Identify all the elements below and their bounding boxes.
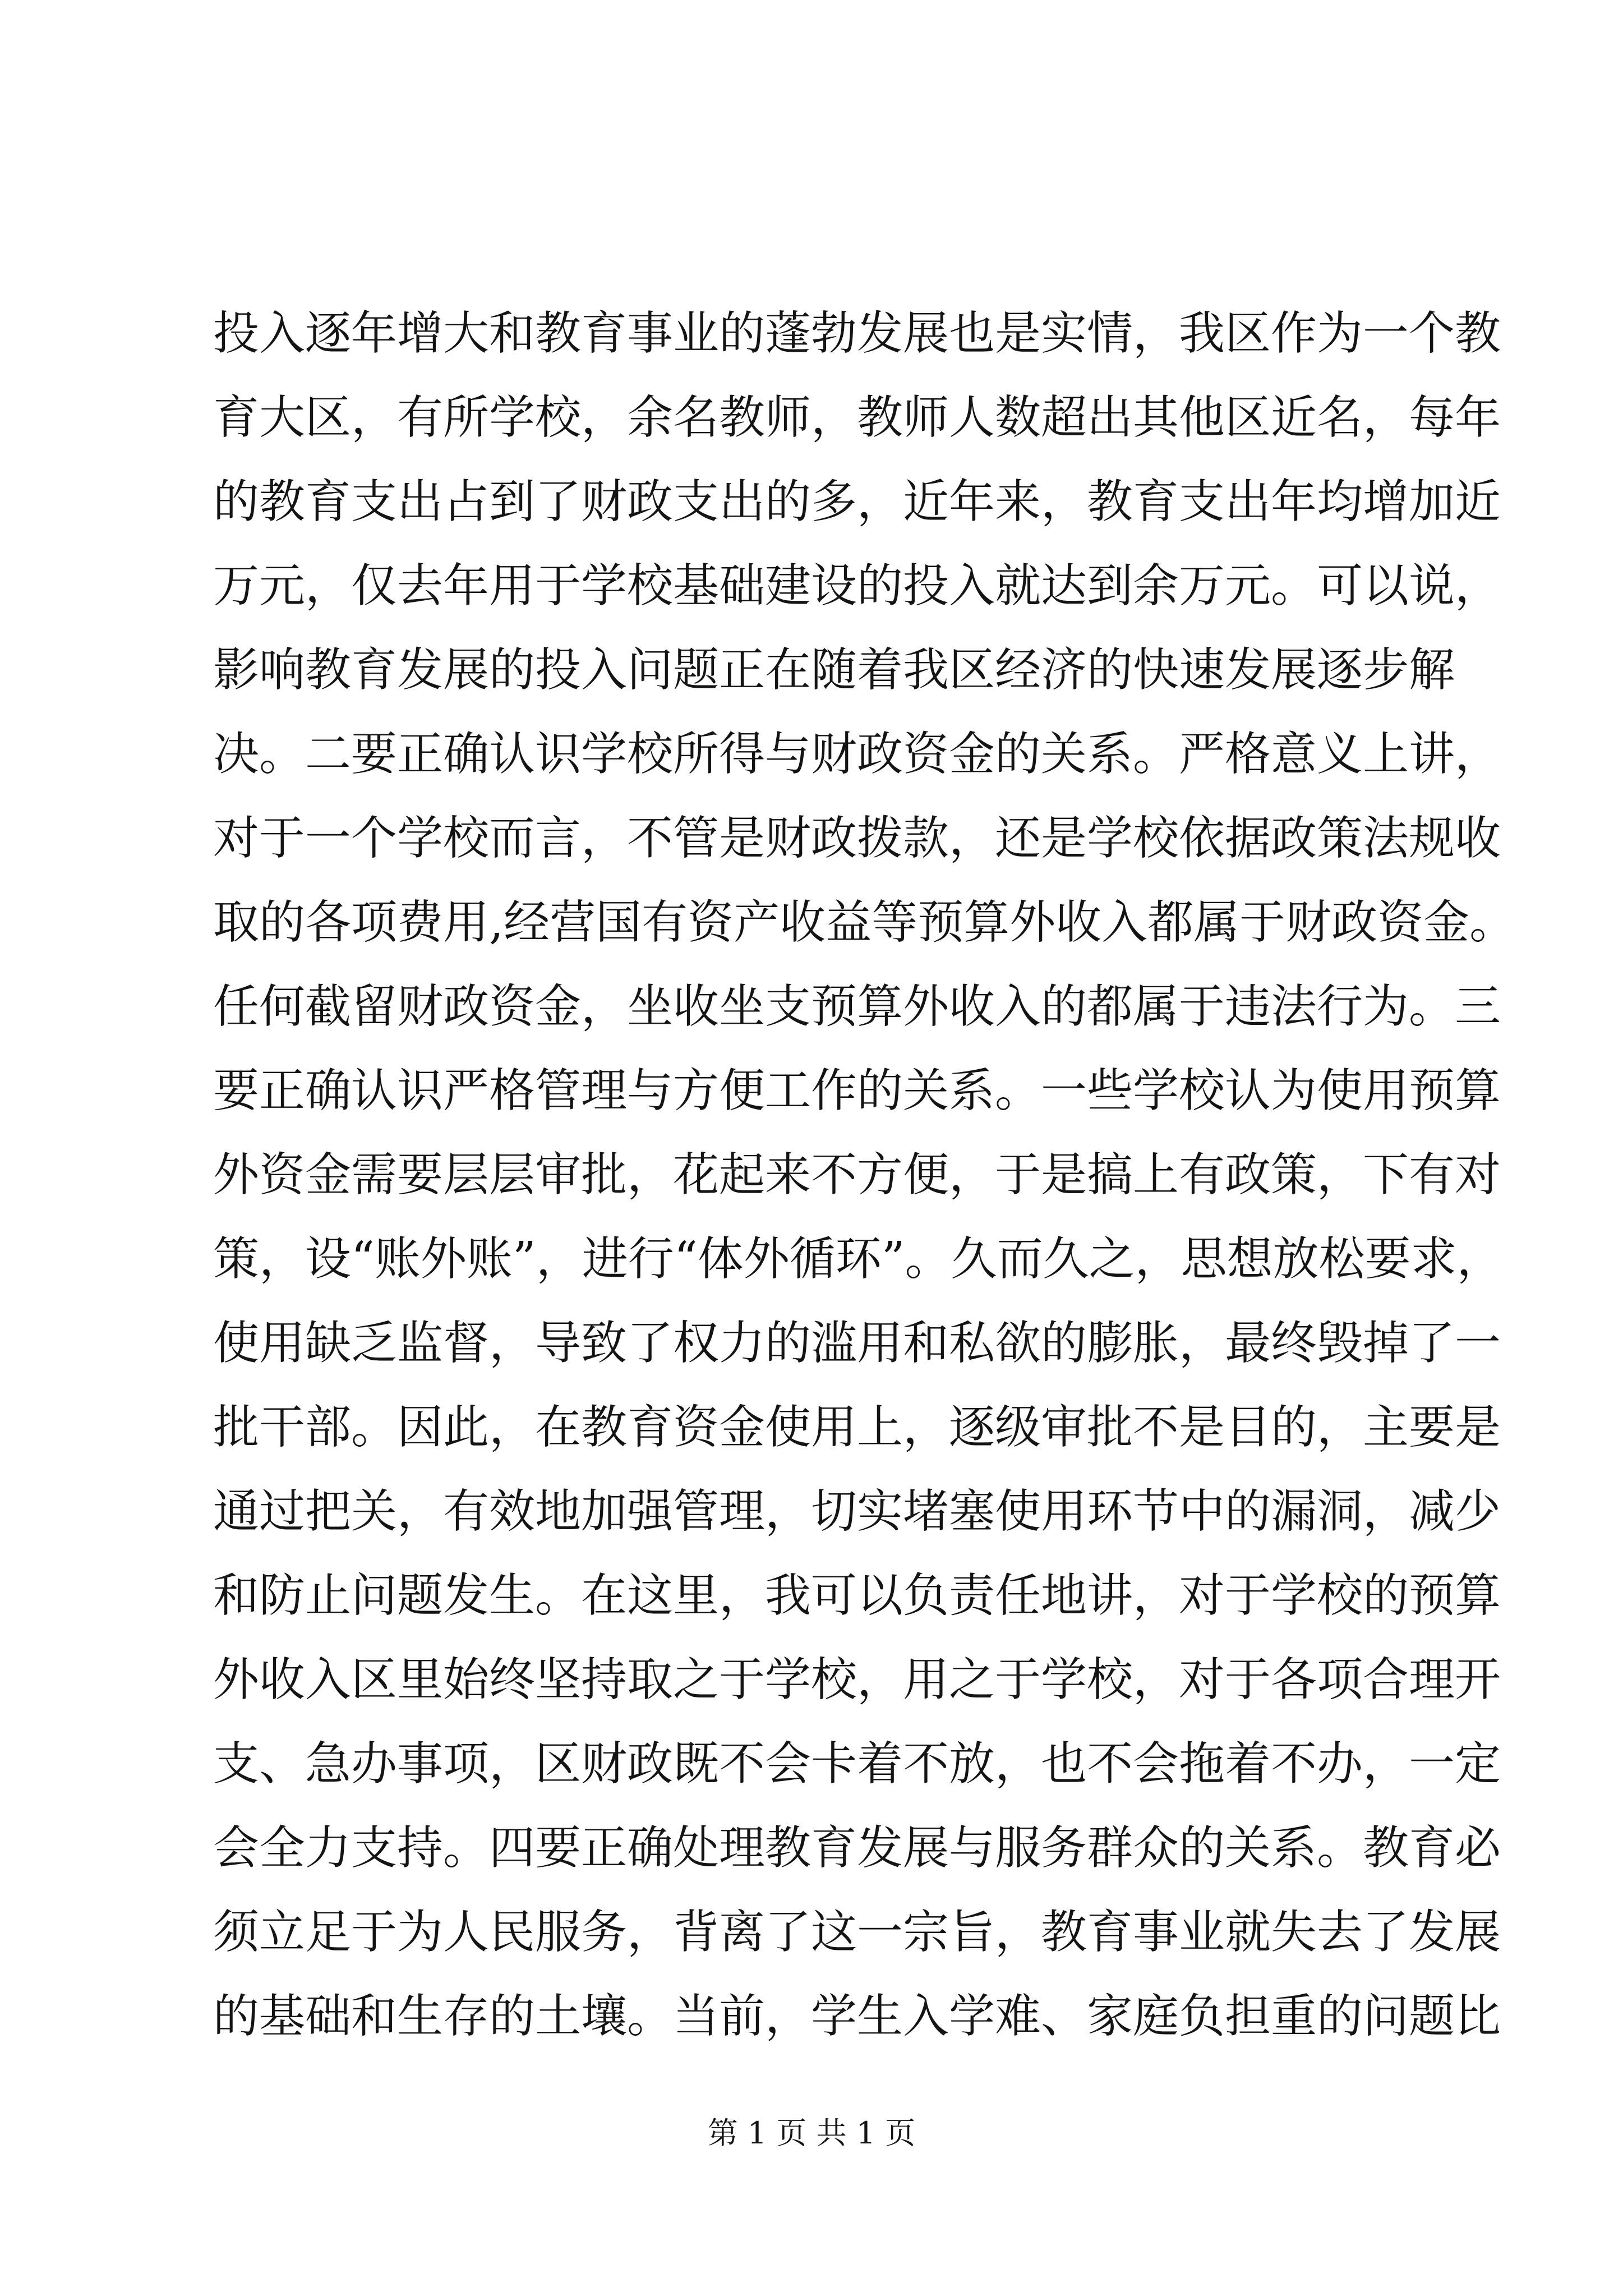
text-line: 批干部。因此，在教育资金使用上，逐级审批不是目的，主要是: [213, 1401, 1501, 1454]
page-number-label: 第 1 页 共 1 页: [707, 2115, 916, 2151]
text-line: 的基础和生存的土壤。当前，学生入学难、家庭负担重的问题比: [213, 1990, 1501, 2043]
text-line: 万元，仅去年用于学校基础建设的投入就达到余万元。可以说，: [213, 559, 1501, 613]
text-line: 要正确认识严格管理与方便工作的关系。一些学校认为使用预算: [213, 1064, 1501, 1117]
text-line: 使用缺乏监督，导致了权力的滥用和私欲的膨胀，最终毁掉了一: [213, 1317, 1501, 1370]
text-line: 会全力支持。四要正确处理教育发展与服务群众的关系。教育必: [213, 1821, 1501, 1875]
text-line: 通过把关，有效地加强管理，切实堵塞使用环节中的漏洞，减少: [213, 1485, 1501, 1538]
text-line: 的教育支出占到了财政支出的多，近年来，教育支出年均增加近: [213, 475, 1501, 528]
text-line: 策，设“账外账”，进行“体外循环”。久而久之，思想放松要求，: [213, 1232, 1503, 1286]
text-line: 须立足于为人民服务，背离了这一宗旨，教育事业就失去了发展: [213, 1906, 1501, 1959]
text-line: 育大区，有所学校，余名教师，教师人数超出其他区近名，每年: [213, 391, 1501, 444]
body-text: [213, 292, 1516, 2059]
text-line: 取的各项费用,经营国有资产收益等预算外收入都属于财政资金。: [213, 896, 1516, 949]
text-line: 投入逐年增大和教育事业的蓬勃发展也是实情，我区作为一个教: [213, 307, 1501, 360]
text-line: 外收入区里始终坚持取之于学校，用之于学校，对于各项合理开: [213, 1653, 1501, 1706]
text-line: 决。二要正确认识学校所得与财政资金的关系。严格意义上讲，: [213, 728, 1501, 781]
page-footer: [0, 2114, 1623, 2153]
text-line: 外资金需要层层审批，花起来不方便，于是搞上有政策，下有对: [213, 1148, 1501, 1202]
text-line: 和防止问题发生。在这里，我可以负责任地讲，对于学校的预算: [213, 1569, 1501, 1622]
text-line: 任何截留财政资金，坐收坐支预算外收入的都属于违法行为。三: [213, 980, 1501, 1033]
text-line: 对于一个学校而言，不管是财政拨款，还是学校依据政策法规收: [213, 812, 1501, 865]
text-line: 支、急办事项，区财政既不会卡着不放，也不会拖着不办，一定: [213, 1737, 1501, 1791]
text-line: 影响教育发展的投入问题正在随着我区经济的快速发展逐步解: [213, 643, 1455, 697]
